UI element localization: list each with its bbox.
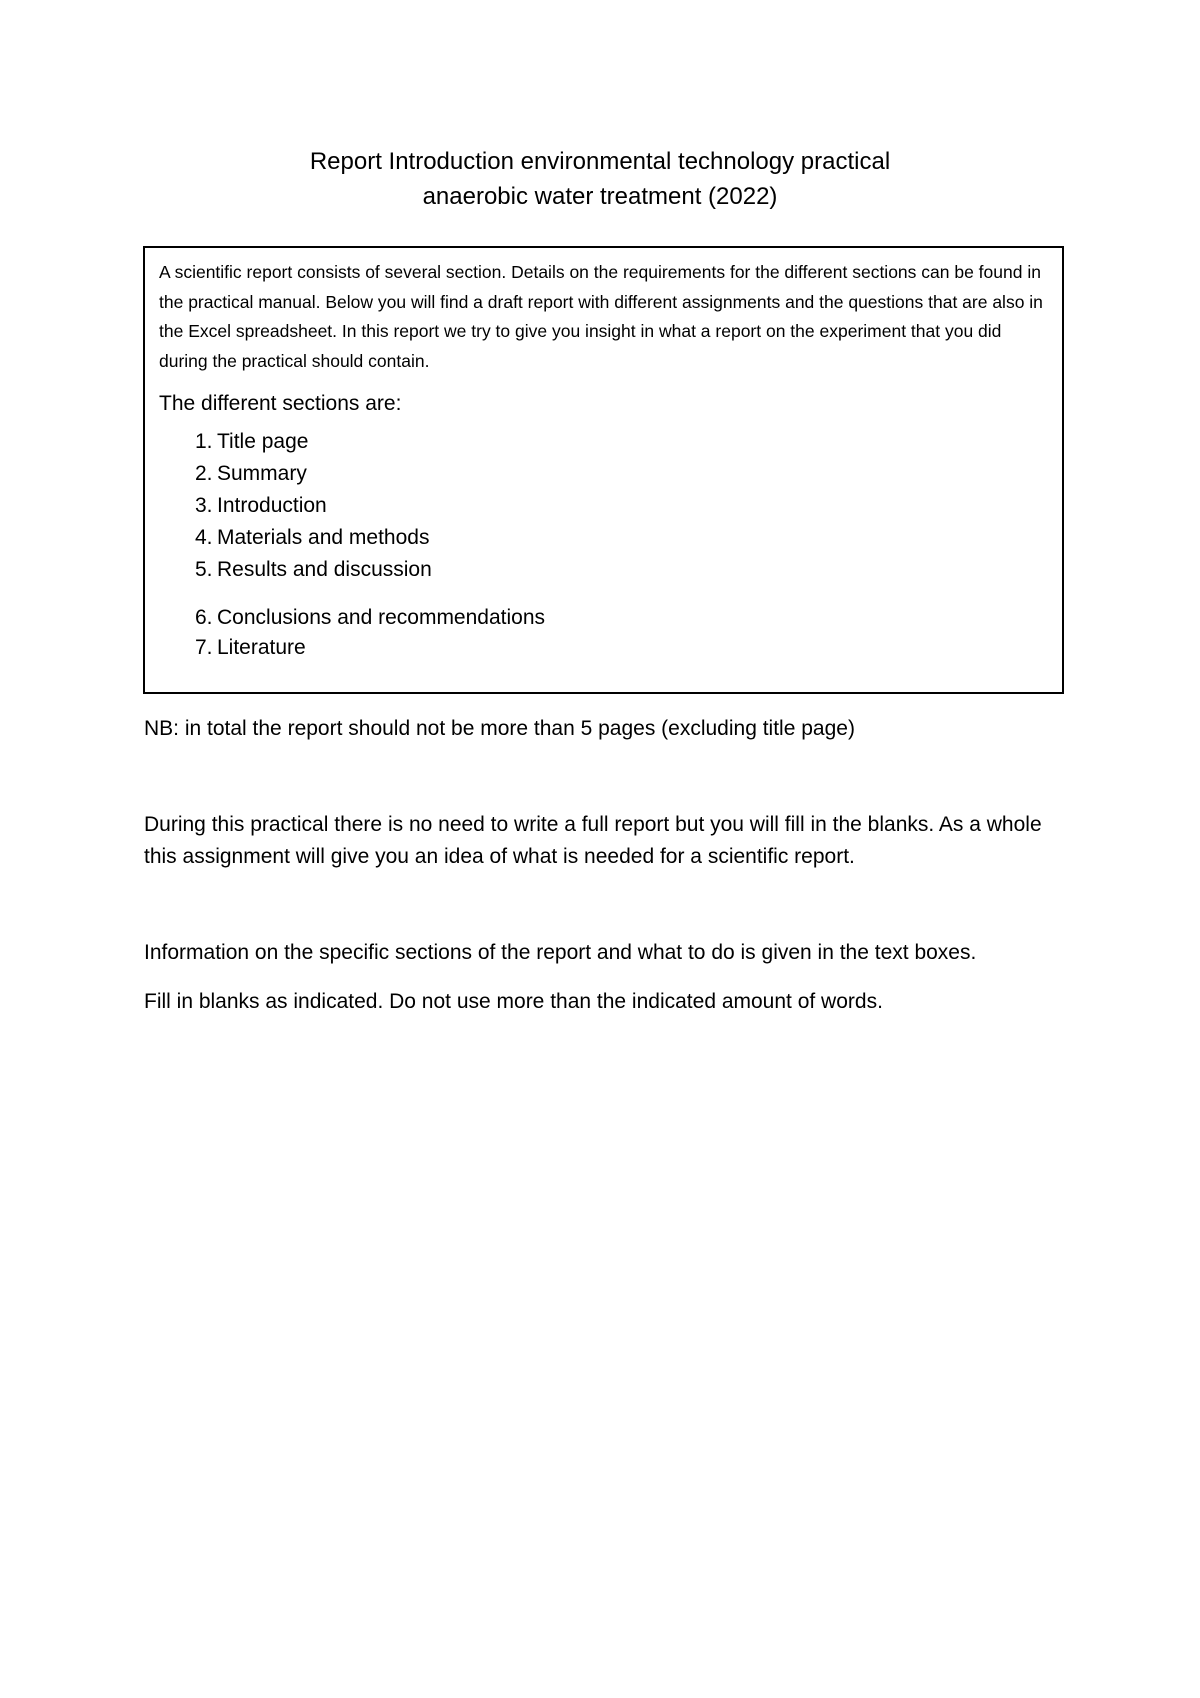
list-item [159, 634, 1048, 662]
list-item-label: Title page [217, 430, 309, 453]
info-text-box [143, 246, 1064, 694]
list-item-label: Materials and methods [217, 526, 430, 549]
box-intro-text: A scientific report consists of several section. Details on the requirements for the different sections can be found in the practical manual. Below you will find a draft report with different assignments and the questions that are also in the Excel spreadsheet. In this report we try to give you insight in what a report on the experiment that you did during the practical should contain. [159, 262, 1043, 371]
list-item-number: 6. [195, 606, 213, 629]
practical-note: During this practical there is no need to write a full report but you will fill in the blanks. As a whole this assignment will give you an idea of what is needed for a scientific report. [144, 813, 1042, 868]
fill-note: Fill in blanks as indicated. Do not use more than the indicated amount of words. [144, 990, 883, 1013]
nb-note: NB: in total the report should not be more than 5 pages (excluding title page) [144, 717, 855, 740]
sections-list [159, 426, 1048, 662]
list-item-number: 1. [195, 430, 213, 453]
list-item-number: 4. [195, 526, 213, 549]
list-item-number: 5. [195, 558, 213, 581]
sections-heading: The different sections are: [159, 392, 402, 415]
list-item-label: Conclusions and recommendations [217, 606, 546, 629]
list-item [159, 602, 1048, 634]
list-item-label: Literature [217, 636, 306, 659]
list-item [159, 554, 1048, 586]
list-item [159, 490, 1048, 522]
list-item [159, 522, 1048, 554]
title-line-2: anaerobic water treatment (2022) [422, 183, 778, 210]
document-title [0, 144, 1200, 214]
list-item-label: Summary [217, 462, 307, 485]
list-item-label: Introduction [217, 494, 327, 517]
list-item-number: 3. [195, 494, 213, 517]
info-note: Information on the specific sections of the report and what to do is given in the text boxes. [144, 941, 977, 964]
list-item [159, 458, 1048, 490]
list-item [159, 426, 1048, 458]
title-line-1: Report Introduction environmental technology practical [309, 148, 891, 175]
list-item-number: 7. [195, 636, 213, 659]
list-item-number: 2. [195, 462, 213, 485]
list-item-label: Results and discussion [217, 558, 432, 581]
